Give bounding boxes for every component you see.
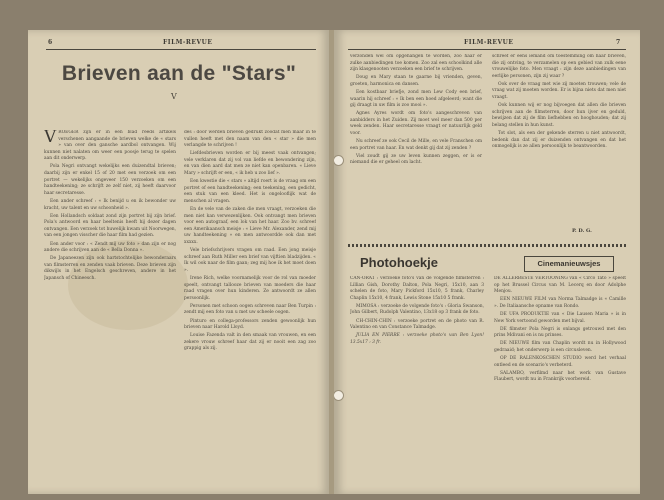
paragraph: des : door werden brieven gedrukt zoodat men maar in te vullen heeft met den naam van den « star » die men verlangde te schrijven ! bbox=[184, 130, 316, 149]
left-page-number: 6 bbox=[48, 39, 53, 46]
paragraph: Viel zoudt gij ze uw leven kunnen zeggen, er is er niemand die er geheel om lacht. bbox=[350, 153, 482, 166]
article-signature: P. D. G. bbox=[572, 228, 592, 234]
paragraph: Een kostbaar briefje, zond men Lew Cody een brief, waarin hij schreef : « Ik ben een hoed afgeleerd; want die gij draagt in uw film is zoo mooi ». bbox=[350, 89, 482, 109]
paragraph: En de vele van de zaken die men vraagt, verzoeken die men niet kan verwezenlijken. Ook ontvangt men brieven voor een autograaf, een lok van het haar. Zoo bv. schreef een Amerikaansch meisje : « Lieve Mr. Alexander, zend mij uw handteekening » en men antwoordde ook dan met xxxxx. bbox=[184, 207, 316, 245]
paragraph: Een Hollandsch soldaat zond zijn portret bij zijn brief. Pola's antwoord en haar beeltenis heeft hij dezer dagen ontvangen. Een verzoek tot huwelijk kwam uit Noorwegen, van een jongen visscher die haar film had gezien. bbox=[44, 213, 176, 239]
header-rule bbox=[348, 49, 626, 50]
paragraph: schreef er eens iemand om toestemming om haar brieven, die zij ontving, te verzamelen op een gebied van zulk eene vrouwelijke foto. Men vraagt : zijn deze aanbiedingen van eerlijke personen, zijn zij waar ? bbox=[492, 54, 626, 79]
paragraph: Liefdesbrieven worden er bij meest vaak ontvangen; vele verklaren dat zij vol van liefde en bewondering zijn, en van dien aard dat men ze niet kan openbaren. « Lieve Mary » schrijft er een, « ik heb u zoo lief ». bbox=[184, 151, 316, 177]
punch-hole bbox=[334, 155, 344, 166]
photohoekje-footer: JULIA EN PIERRE : verzoeke photo's van Ben Lyon! 13.5x17 : 3 fr. bbox=[350, 333, 484, 345]
cinemanieuwsjes-column bbox=[494, 276, 626, 488]
photohoekje-item: CAN-ORA1 : verzoeke foto's van de volgende filmsterren : Lillian Gish, Dorothy Dalton, Pola Negri, 15x10, aan 3 schelen de foto, Mary Pickford 15x10, 5 frank, Charley Chaplin 15x10, 4 frank, Lewis Stone 15x10 5 frank. bbox=[350, 276, 484, 301]
left-magazine-header: FILM-REVUE bbox=[163, 39, 213, 46]
photohoekje-title: Photohoekje bbox=[360, 255, 439, 270]
paragraph: Agnes Ayres wordt om foto's aangeschreven van aanbidders in het Zuiden. Zij moet wel meer dan 500 per week zenden. Haar secretaresse vraagt er natuurlijk geld voor. bbox=[350, 111, 482, 137]
paragraph: Personen met schoon oogen schreven naar Ben Turpin : zendt mij een foto van u met uw scheele oogen. bbox=[184, 303, 316, 316]
article-title: Brieven aan de "Stars" bbox=[61, 62, 297, 85]
punch-hole bbox=[334, 390, 344, 401]
article-column-1 bbox=[44, 130, 176, 490]
paragraph: Irene Rich, welke voornamelijk voor de rol van moeder speelt, ontvangt tallooze brieven van moeders die haar raad vragen over hun kinderen. Ze antwoordt ze allen persoonlijk. bbox=[184, 275, 316, 301]
paragraph: Pinturo en collega-professors zenden gewoonlijk hun brieven naar Harold Lloyd. bbox=[184, 318, 316, 331]
article-column-2 bbox=[184, 130, 316, 490]
paragraph: Vele briefschrijvers vragen om raad. Een jong meisje schreef aan Ruth Miller een brief van vijftien bladzijden. « Ik wil ook naar de film gaan; zeg mij hoe ik het moet doen ». bbox=[184, 248, 316, 273]
paragraph: Ook kunnen wij er nog bijvoegen dat allen die brieven schrijven aan de filmsterren, door hun ijver en geduld, bewijzen dat zij de film liefhebben en hooghouden; dat zij belang stellen in hun kunst. bbox=[492, 103, 626, 128]
paragraph: Pola Negri ontvangt wekelijks een duizendtal brieven; daarbij zijn er enkel 15 of 20 met een verzoek om een portret — wekelijks ongeveer 150 verzoeken om een handteekening; ze schrijft ze zelf niet, zij heeft daarvoor haar secretaresse. bbox=[44, 164, 176, 196]
left-page bbox=[28, 30, 330, 494]
cinema-item: DE NIEUWE film van Chaplin wordt nu in Hollywood gedraaid; het onderwerp is een circusleven. bbox=[494, 341, 626, 353]
paragraph: Een kwestie die « stars » altijd roert is de vraag om een portret of een handteekening; een teekening, een gedicht, een stuk van een kleed. Het is ongelooflijk wat de menschen al vragen. bbox=[184, 179, 316, 204]
paragraph: Een ander voor : « Zendt mij uw foto » dan zijn er nog andere die schrijven aan de « Bella Donna ». bbox=[44, 241, 176, 254]
cinemanieuwsjes-title: Cinemanieuwsjes bbox=[524, 256, 614, 272]
header-rule bbox=[46, 49, 316, 50]
right-page-number: 7 bbox=[616, 39, 621, 46]
photohoekje-item: MIMOSA : verzoeke de volgende foto's : Gloria Swanson, John Gilbert, Rudolph Valentino, 13x18 op 3 frank de foto. bbox=[350, 303, 484, 316]
right-magazine-header: FILM-REVUE bbox=[464, 39, 514, 46]
cinema-item: DE filmster Pola Negri is onlangs getrouwd met den prins Mdivani en is nu prinses. bbox=[494, 326, 626, 339]
paragraph: Ook over de vraag met wie zij moeten trouwen; vele de vraag wat zij moeten worden. Er is bijna niets dat men niet vraagt. bbox=[492, 81, 626, 101]
article-column-3 bbox=[350, 54, 482, 244]
paragraph: Nu schreef ze ook Cecil de Mille, en vele Franschen om een portret van haar. En wat denkt gij dat zij zenden ? bbox=[350, 139, 482, 151]
paragraph: Tot slot, als een der gekende sterren u niet antwoordt, bedenk dan dat zij er duizenden ontvangen en dat het onmogelijk is ze allen persoonlijk te beantwoorden. bbox=[492, 131, 626, 150]
paragraph: Een ander schreef : « Ik benijd u en ik bewonder uw kracht, uw talent en uw schoonheid ». bbox=[44, 198, 176, 211]
photohoekje-column bbox=[350, 276, 484, 474]
title-ornament: V bbox=[171, 92, 177, 101]
paragraph: ROEGER zijn er in één blad reeds artikels verschenen aangaande de brieven welke de « stars » van over den gansche aardbol ontvangen. Wij kunnen niet nalaten om weer een poosje terug te spelen aan dit onderwerp. bbox=[44, 130, 176, 162]
paragraph: De Japaneezen zijn ook hartstochtelijke bewonderaars van filmsterren en zenden vaak brieven. Deze brieven zijn dikwijls in het Engelsch geschreven, andere in het Japansch of Chineesch. bbox=[44, 256, 176, 281]
paragraph: verzonden wel om opgehangen te worden, zoo haar er zulke aanbiedingen toe komen. Zoo zal een schoolkind alle zijn klasgenooten verzoeken een brief te schrijven. bbox=[350, 54, 482, 73]
article-column-4 bbox=[492, 54, 626, 222]
cinema-item: SALAMBO, verfilmd naar het werk van Gustave Flaubert, wordt nu in Frankrijk voorbereid. bbox=[494, 370, 626, 383]
cinema-item: DE ALLERBESTE VERTOONING van « Circo Tato » speelt op het Brussel Circus van M. Lecerq en door Adolphe Menjou. bbox=[494, 276, 626, 295]
cinema-item: EEN NIEUWE FILM van Norma Talmadge is « Camille ». De Italiaansche opname van Rondo. bbox=[494, 297, 626, 309]
paragraph: Doug en Mary staan te gaarne bij vrienden, geven, groeten, harmonica en dansen. bbox=[350, 75, 482, 87]
cinema-item: DE UFA PRODUKTIE van « Die Lausen Maria » is in New York vertoond geworden met bijval. bbox=[494, 311, 626, 324]
cinema-item: OP DE RALENKOSCHEN STUDIO werd het verhaal ontleed en de scenario's verbeterd. bbox=[494, 356, 626, 368]
right-page bbox=[334, 30, 640, 494]
paragraph: Louise Fazenda valt in den smaak van vrouwen, en een zekere vrouw schreef haar dat zij er nooit een zag zoo grappig als zij. bbox=[184, 333, 316, 352]
photohoekje-item: CH-CHIN-CHIN : verzoeke portret en de photo van R. Valentino en van Constance Talmadge. bbox=[350, 318, 484, 331]
drop-cap: V bbox=[44, 130, 57, 147]
section-divider bbox=[348, 244, 626, 247]
